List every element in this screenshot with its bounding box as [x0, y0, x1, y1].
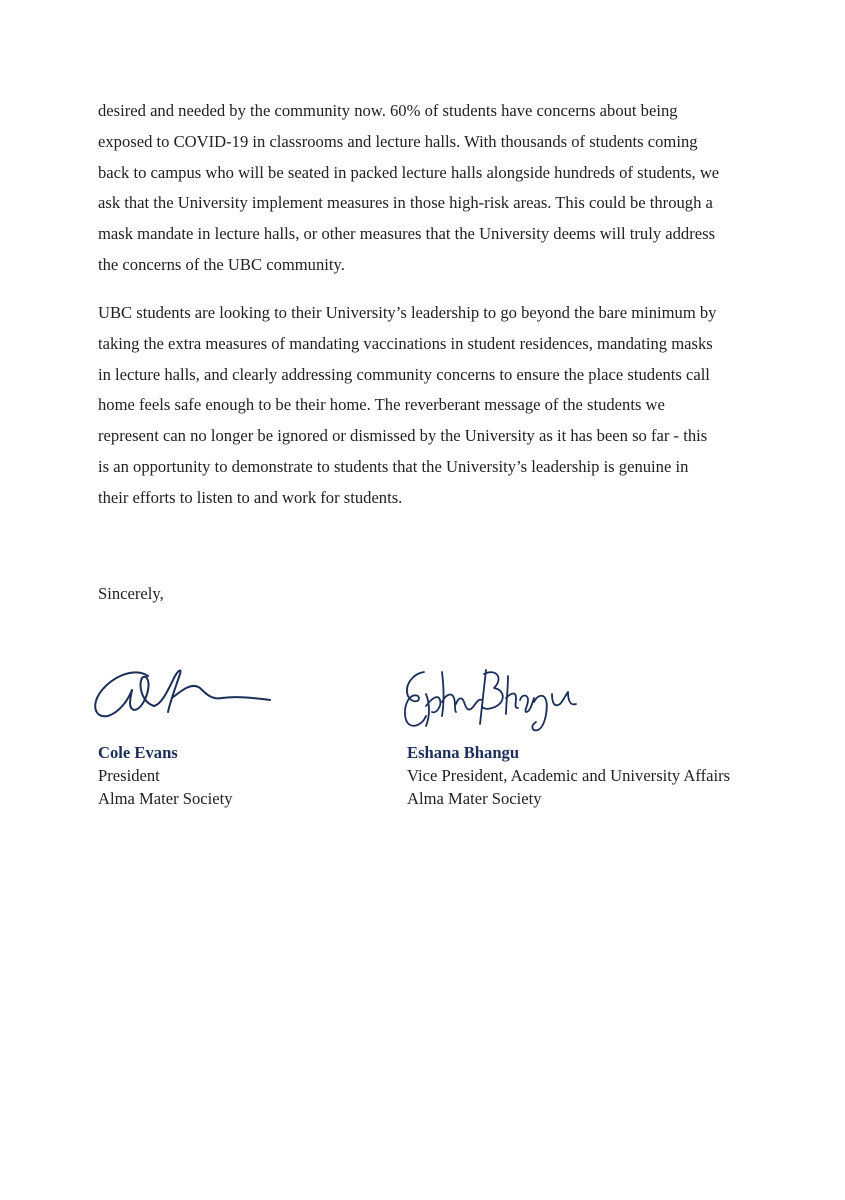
paragraph-line: the concerns of the UBC community.	[98, 254, 345, 274]
paragraph-line: taking the extra measures of mandating vaccinations in student residences, mandating masks	[98, 333, 713, 353]
signatory-organization: Alma Mater Society	[407, 789, 542, 808]
paragraph-line: home feels safe enough to be their home. The reverberant message of the students we	[98, 395, 665, 415]
paragraph-line: back to campus who will be seated in packed lecture halls alongside hundreds of students, we	[98, 162, 720, 182]
body-paragraph-2	[98, 298, 758, 514]
paragraph-line: represent can no longer be ignored or dismissed by the University as it has been so far - this	[98, 426, 708, 446]
body-paragraph-1	[98, 96, 758, 281]
paragraph-line: in lecture halls, and clearly addressing community concerns to ensure the place students call	[98, 364, 710, 384]
signatory-block-right	[407, 741, 730, 810]
signature-eshana-bhangu	[396, 664, 586, 738]
signatory-organization: Alma Mater Society	[98, 789, 233, 808]
signatory-block-left	[98, 741, 233, 810]
paragraph-line: desired and needed by the community now. 60% of students have concerns about being	[98, 101, 678, 120]
paragraph-line: UBC students are looking to their University’s leadership to go beyond the bare minimum by	[98, 303, 717, 322]
paragraph-line: mask mandate in lecture halls, or other measures that the University deems will truly address	[98, 224, 716, 244]
paragraph-line: their efforts to listen to and work for students.	[98, 487, 403, 507]
signatory-title: Vice President, Academic and University Affairs	[407, 766, 731, 785]
signatory-name: Eshana Bhangu	[407, 743, 520, 762]
closing-salutation: Sincerely,	[98, 584, 164, 603]
signature-cole-evans	[88, 660, 278, 726]
paragraph-line: ask that the University implement measures in those high-risk areas. This could be through a	[98, 193, 713, 213]
paragraph-line: exposed to COVID-19 in classrooms and lecture halls. With thousands of students coming	[98, 131, 698, 151]
signatory-title: President	[98, 766, 160, 785]
signatory-name: Cole Evans	[98, 743, 178, 762]
paragraph-line: is an opportunity to demonstrate to students that the University’s leadership is genuine in	[98, 456, 689, 476]
